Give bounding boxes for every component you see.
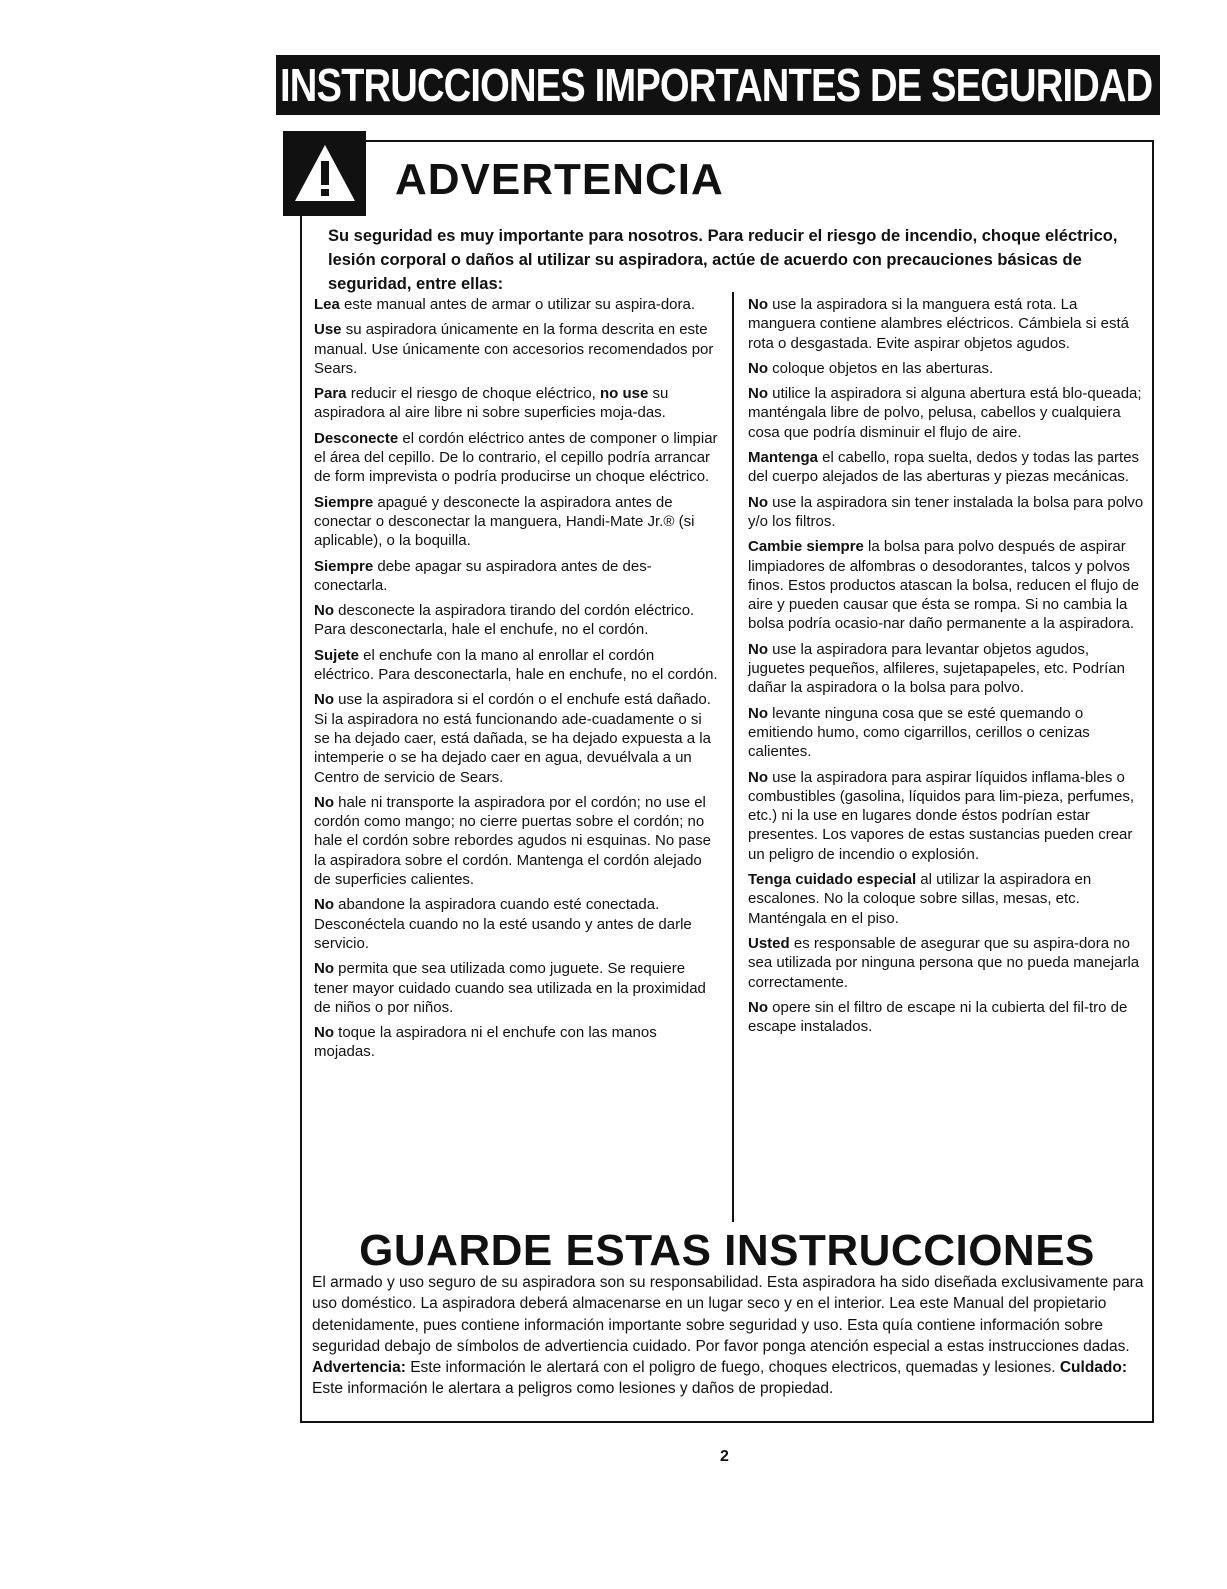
list-item: Mantenga el cabello, ropa suelta, dedos y todas las partes del cuerpo alejados de las aberturas y piezas mecánicas.: [748, 449, 1140, 486]
list-item: No desconecte la aspiradora tirando del cordón eléctrico. Para desconectarla, hale el enchufe, no el cordón.: [314, 602, 695, 639]
save-instructions-heading: GUARDE ESTAS INSTRUCCIONES: [359, 1226, 1095, 1275]
warning-icon-box: [283, 131, 366, 216]
list-item: No opere sin el filtro de escape ni la cubierta del fil-tro de escape instalados.: [748, 998, 1128, 1036]
safety-banner: [276, 55, 1160, 115]
page-number: 2: [720, 1448, 729, 1465]
list-item: No use la aspiradora para levantar objetos agudos, juguetes pequeños, alfileres, sujetapapeles, etc. Podrían dañar la aspiradora o la bolsa para polvo.: [748, 640, 1125, 697]
list-item: Para reducir el riesgo de choque eléctrico, no use su aspiradora al aire libre ni sobre superficies moja-das.: [314, 385, 669, 422]
left-column: [314, 295, 718, 1068]
list-item: No utilice la aspiradora si alguna abertura está blo-queada; manténgala libre de polvo, pelusa, cabellos y cualquiera cosa que podría disminuir el flujo de aire.: [748, 385, 1142, 441]
list-item: Siempre apagué y desconecte la aspiradora antes de conectar o desconectar la manguera, Handi-Mate Jr.® (si aplicable), o la boquilla.: [314, 493, 695, 550]
column-divider: [732, 292, 734, 1222]
list-item: Siempre debe apagar su aspiradora antes de des-conectarla.: [314, 557, 652, 594]
list-item: No toque la aspiradora ni el enchufe con las manos mojadas.: [314, 1024, 657, 1061]
warning-intro: Su seguridad es muy importante para nosotros. Para reducir el riesgo de incendio, choque eléctrico, lesión corporal o daños al utilizar su aspiradora, actúe de acuerdo con precauciones básicas de seguridad, entre ellas:: [328, 227, 1118, 293]
warning-title: ADVERTENCIA: [395, 155, 724, 204]
list-item: No use la aspiradora para aspirar líquidos inflama-bles o combustibles (gasolina, líquidos para lim-pieza, perfumes, etc.) ni la use en lugares donde éstos podrían estar presentes. Los vapores de estas sustancias pueden crear un peligro de incendio o explosión.: [748, 768, 1135, 863]
warning-triangle-icon: [291, 141, 359, 205]
list-item: Usted es responsable de asegurar que su aspira-dora no sea utilizada por ninguna persona que no pueda manejarla correctamente.: [748, 934, 1140, 991]
banner-title: INSTRUCCIONES IMPORTANTES DE SEGURIDAD: [280, 59, 1153, 111]
list-item: Sujete el enchufe con la mano al enrollar el cordón eléctrico. Para desconectarla, hale en enchufe, no el cordón.: [314, 646, 718, 684]
list-item: Tenga cuidado especial al utilizar la aspiradora en escalones. No la coloque sobre sillas, mesas, etc. Manténgala en el piso.: [748, 871, 1092, 927]
right-column: [748, 295, 1146, 1042]
list-item: No use la aspiradora si el cordón o el enchufe está dañado. Si la aspiradora no está funcionando ade-cuadamente o si se ha dejado caer, está dañada, se ha dejado expuesta a la intemperie o se ha dejado caer en agua, devuélvala a un Centro de servicio de Sears.: [314, 691, 711, 786]
list-item: No levante ninguna cosa que se esté quemando o emitiendo humo, como cigarrillos, cerillos o cenizas calientes.: [748, 704, 1090, 761]
list-item: No use la aspiradora si la manguera está rota. La manguera contiene alambres eléctricos. Cámbiela si está rota o desgastada. Evite aspirar objetos agudos.: [748, 296, 1130, 352]
list-item: Lea este manual antes de armar o utilizar su aspira-dora.: [314, 296, 696, 313]
footer-paragraph: El armado y uso seguro de su aspiradora son su responsabilidad. Esta aspiradora ha sido diseñada exclusivamente para uso doméstico. La aspiradora deberá almacenarse en un lugar seco y en el interior. Lea este Manual del propietario detenidamente, pues contiene información importante sobre seguridad y uso. Esta quía contiene información sobre seguridad debajo de símbolos de advertiencia cuidado. Por favor ponga atención especial a estas instrucciones dadas. Advertencia: Este información le alertará con el poligro de fuego, choques electricos, quemadas y lesiones. Culdado: Este información le alertara a peligros como lesiones y daños de propiedad.: [312, 1274, 1144, 1398]
list-item: No use la aspiradora sin tener instalada la bolsa para polvo y/o los filtros.: [748, 493, 1144, 530]
list-item: Use su aspiradora únicamente en la forma descrita en este manual. Use únicamente con accesorios recomendados por Sears.: [314, 321, 714, 377]
list-item: No coloque objetos en las aberturas.: [748, 359, 994, 377]
list-item: No hale ni transporte la aspiradora por el cordón; no use el cordón como mango; no cierre puertas sobre el cordón; no hale el cordón sobre rebordes agudos ni esquinas. No pase la aspiradora sobre el cordón. Mantenga el cordón alejado de superficies calientes.: [314, 793, 711, 889]
list-item: No abandone la aspiradora cuando esté conectada. Desconéctela cuando no la esté usando y antes de darle servicio.: [314, 896, 692, 952]
list-item: No permita que sea utilizada como juguete. Se requiere tener mayor cuidado cuando sea utilizada en la proximidad de niños o por niños.: [314, 960, 706, 1016]
list-item: Cambie siempre la bolsa para polvo después de aspirar limpiadores de alfombras o desodorantes, talcos y polvos finos. Estos productos atascan la bolsa, reducen el flujo de aire y pueden causar que ésta se rompa. Si no cambia la bolsa podría ocasio-nar daño permanente a la aspiradora.: [748, 538, 1140, 633]
list-item: Desconecte el cordón eléctrico antes de componer o limpiar el área del cepillo. De lo contrario, el cepillo podría arrancar de form imprevista o podría producirse un choque eléctrico.: [314, 429, 718, 486]
